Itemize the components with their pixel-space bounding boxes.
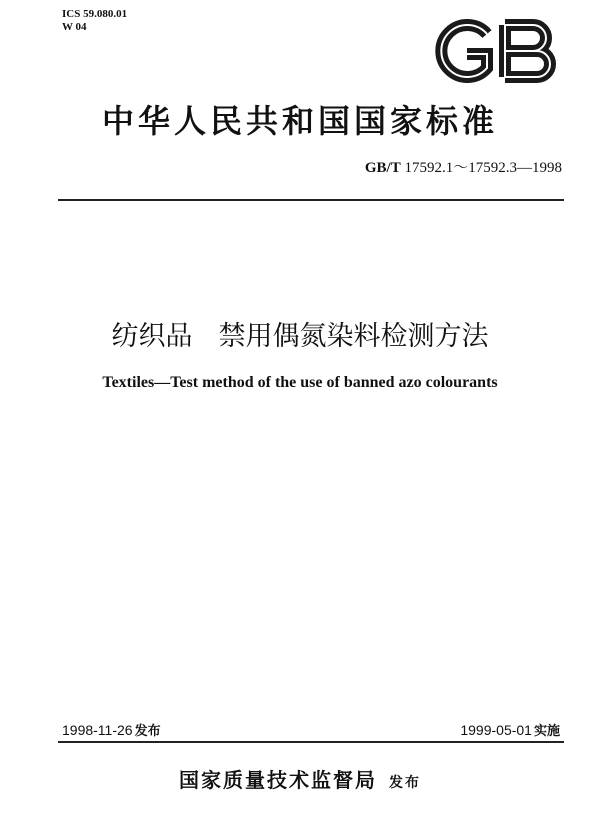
issuer-action: 发布 xyxy=(389,775,421,791)
issuer-line xyxy=(0,764,600,793)
ics-code: ICS 59.080.01 xyxy=(62,8,128,20)
top-divider xyxy=(58,199,564,201)
issue-date-line xyxy=(62,720,161,739)
classification-codes xyxy=(62,8,127,34)
issue-date: 1998-11-26 xyxy=(62,722,133,738)
issuer-name: 国家质量技术监督局 xyxy=(179,768,377,792)
implement-date: 1999-05-01 xyxy=(460,722,532,738)
standard-number-value: 17592.1～17592.3—1998 xyxy=(404,160,562,176)
bottom-divider xyxy=(58,741,564,743)
standard-prefix: GB/T xyxy=(364,160,401,176)
organization-title: 中华人民共和国国家标准 xyxy=(101,102,498,140)
class-code: W 04 xyxy=(62,21,87,33)
issue-label: 发布 xyxy=(134,724,161,739)
title-cn-part2: 禁用偶氮染料检测方法 xyxy=(218,321,489,352)
standard-number xyxy=(365,156,562,177)
implement-label: 实施 xyxy=(533,724,560,739)
implement-date-line xyxy=(460,720,560,739)
title-cn-part1: 纺织品 xyxy=(111,321,193,352)
gb-logo-icon xyxy=(425,18,565,84)
document-title-cn xyxy=(0,314,600,353)
document-title-en: Textiles—Test method of the use of banned azo colourants xyxy=(102,374,498,391)
